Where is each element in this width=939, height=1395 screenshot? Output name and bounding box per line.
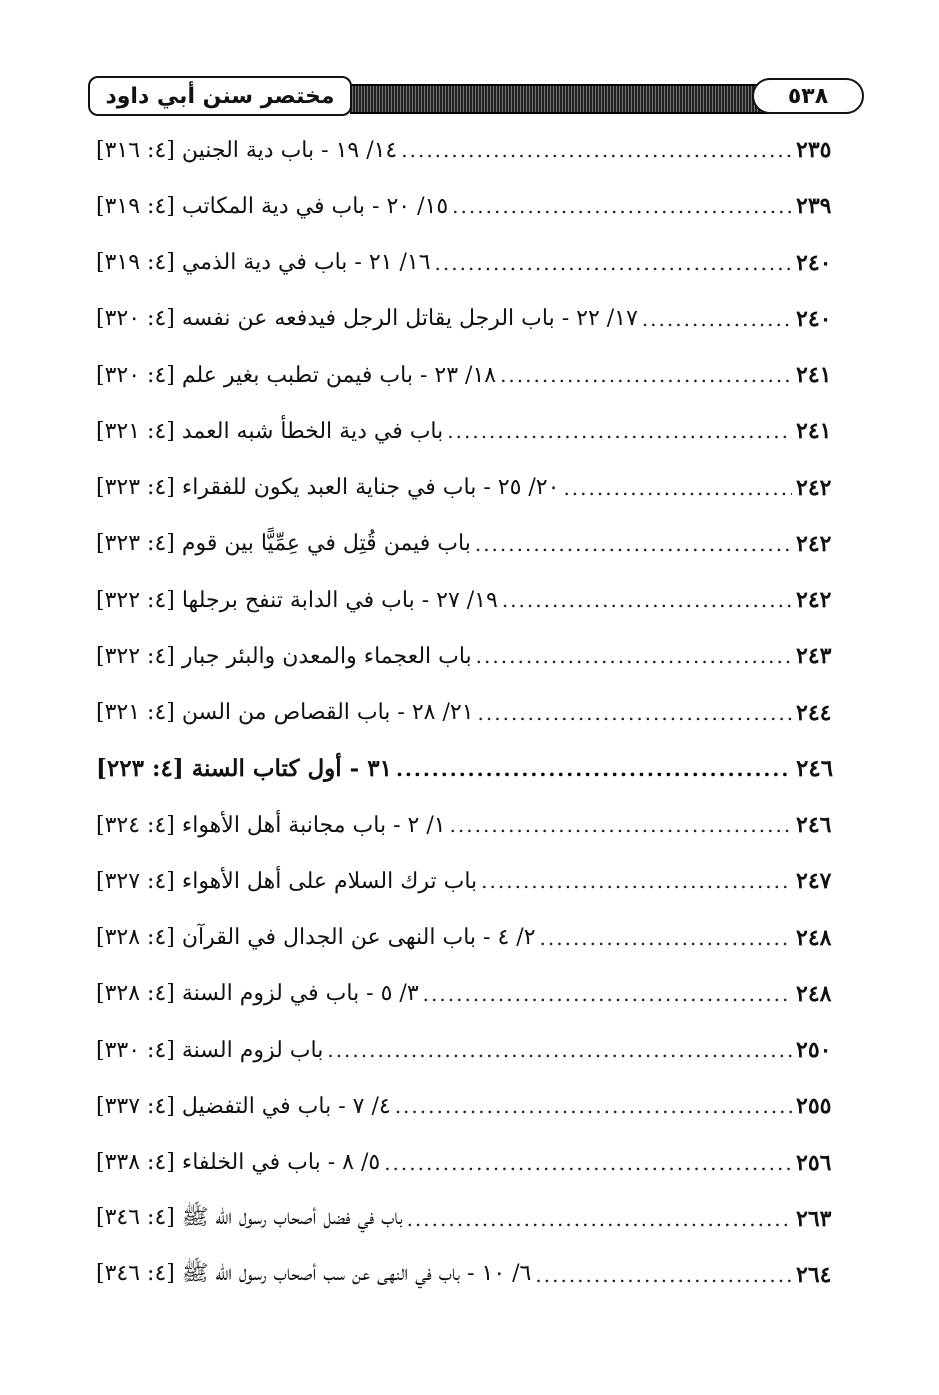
dot-leader [500, 363, 792, 387]
toc-entry-page: ٢٥٦ [796, 1149, 832, 1176]
page-number: ٥٣٨ [752, 78, 864, 114]
toc-entry-title: باب لزوم السنة [٤: ٣٣٠] [96, 1037, 324, 1063]
toc-entry-page: ٢٤٧ [796, 868, 832, 895]
toc-entry [96, 797, 840, 853]
dot-leader [540, 926, 792, 950]
toc-entry-title: باب فيمن قُتِل في عِمِّيًّا بين قوم [٤: ٣٢٣] [96, 531, 471, 557]
toc-entry [96, 403, 840, 459]
toc-entry [96, 572, 840, 628]
toc-entry-title: باب في دية الخطأ شبه العمد [٤: ٣٢١] [96, 418, 444, 444]
toc-entry-page: ٢٤٦ [796, 755, 834, 783]
toc-entry-page: ٢٤٣ [796, 643, 832, 670]
dot-leader [502, 588, 792, 612]
dot-leader [563, 476, 792, 500]
toc-entry [96, 1078, 840, 1134]
toc-entry-title: ٢٠/ ٢٥ - باب في جناية العبد يكون للفقراء [٤: ٣٢٣] [96, 475, 560, 501]
toc-entry [96, 235, 840, 291]
dot-leader [642, 307, 792, 331]
toc-entry-title: ٢/ ٤ - باب النهى عن الجدال في القرآن [٤: ٣٢٨] [96, 925, 536, 951]
toc-entry-title: ٣١ - أول كتاب السنة [٤: ٢٢٣] [96, 755, 392, 783]
toc-entry-page: ٢٦٤ [796, 1262, 832, 1289]
dot-leader [327, 1038, 792, 1062]
toc-entry-page: ٢٤٦ [796, 812, 832, 839]
dot-leader [401, 138, 792, 162]
toc-entry-title: ١٧/ ٢٢ - باب الرجل يقاتل الرجل فيدفعه عن نفسه [٤: ٣٢٠] [96, 306, 638, 332]
dot-leader [452, 194, 792, 218]
toc-entry [96, 1191, 840, 1247]
toc-entry-page: ٢٤١ [796, 362, 832, 389]
toc-entry-title: ٤/ ٧ - باب في التفضيل [٤: ٣٣٧] [96, 1093, 391, 1119]
toc-entry [96, 460, 840, 516]
toc-entry-title: باب العجماء والمعدن والبئر جبار [٤: ٣٢٢] [96, 643, 472, 669]
toc-entry-page: ٢٤٨ [796, 924, 832, 951]
toc-entry-page: ٢٤٨ [796, 980, 832, 1007]
toc-entry-page: ٢٤٢ [796, 587, 832, 614]
toc-entry-title: ١/ ٢ - باب مجانبة أهل الأهواء [٤: ٣٢٤] [96, 812, 446, 838]
page-header [88, 76, 864, 120]
toc-entry [96, 1022, 840, 1078]
toc-entry-page: ٢٤٠ [796, 249, 832, 276]
toc-entry-page: ٢٤٤ [796, 699, 832, 726]
toc-entry-page: ٢٣٥ [796, 137, 832, 164]
dot-leader [481, 869, 792, 893]
toc-entry [96, 685, 840, 741]
toc-entry-page: ٢٤٢ [796, 530, 832, 557]
table-of-contents [96, 122, 840, 1303]
toc-entry [96, 347, 840, 403]
dot-leader [478, 701, 792, 725]
toc-entry [96, 178, 840, 234]
toc-entry-page: ٢٦٣ [796, 1205, 832, 1232]
toc-entry [96, 291, 840, 347]
toc-entry [96, 1135, 840, 1191]
dot-leader [475, 532, 792, 556]
toc-chapter-heading [96, 741, 840, 797]
toc-entry-title: ١٩/ ٢٧ - باب في الدابة تنفح برجلها [٤: ٣٢٢] [96, 587, 498, 613]
toc-entry-title: ١٦/ ٢١ - باب في دية الذمي [٤: ٣١٩] [96, 250, 431, 276]
dot-leader [384, 1151, 792, 1175]
toc-entry-page: ٢٤٢ [796, 474, 832, 501]
toc-entry-title: ١٤/ ١٩ - باب دية الجنين [٤: ٣١٦] [96, 137, 398, 163]
dot-leader [407, 1207, 792, 1231]
toc-entry-title: ٦/ ١٠ - باب في النهى عن سب أصحاب رسول الله ﷺ [٤: ٣٤٦] [96, 1261, 532, 1287]
toc-entry-title: باب ترك السلام على أهل الأهواء [٤: ٣٢٧] [96, 868, 478, 894]
toc-entry [96, 966, 840, 1022]
dot-leader [450, 813, 792, 837]
dot-leader [395, 1094, 792, 1118]
toc-entry [96, 910, 840, 966]
toc-entry-title: ٣/ ٥ - باب في لزوم السنة [٤: ٣٢٨] [96, 981, 419, 1007]
toc-entry-page: ٢٤١ [796, 418, 832, 445]
dot-leader [447, 419, 792, 443]
toc-entry [96, 516, 840, 572]
dot-leader [476, 644, 792, 668]
toc-entry-page: ٢٥٥ [796, 1093, 832, 1120]
book-title: مختصر سنن أبي داود [88, 76, 352, 116]
toc-entry-page: ٢٤٠ [796, 305, 832, 332]
toc-entry [96, 628, 840, 684]
toc-entry-page: ٢٥٠ [796, 1037, 832, 1064]
dot-leader [435, 251, 792, 275]
dot-leader [423, 982, 792, 1006]
dot-leader [396, 757, 792, 781]
toc-entry-title: ١٨/ ٢٣ - باب فيمن تطبب بغير علم [٤: ٣٢٠] [96, 362, 497, 388]
toc-entry-title: ٥/ ٨ - باب في الخلفاء [٤: ٣٣٨] [96, 1150, 381, 1176]
toc-entry-title: باب في فضل أصحاب رسول الله ﷺ [٤: ٣٤٦] [96, 1204, 403, 1230]
toc-entry [96, 1247, 840, 1303]
toc-entry [96, 122, 840, 178]
toc-entry [96, 853, 840, 909]
toc-entry-page: ٢٣٩ [796, 193, 832, 220]
dot-leader [535, 1263, 792, 1287]
toc-entry-title: ٢١/ ٢٨ - باب القصاص من السن [٤: ٣٢١] [96, 700, 474, 726]
toc-entry-title: ١٥/ ٢٠ - باب في دية المكاتب [٤: ٣١٩] [96, 193, 449, 219]
